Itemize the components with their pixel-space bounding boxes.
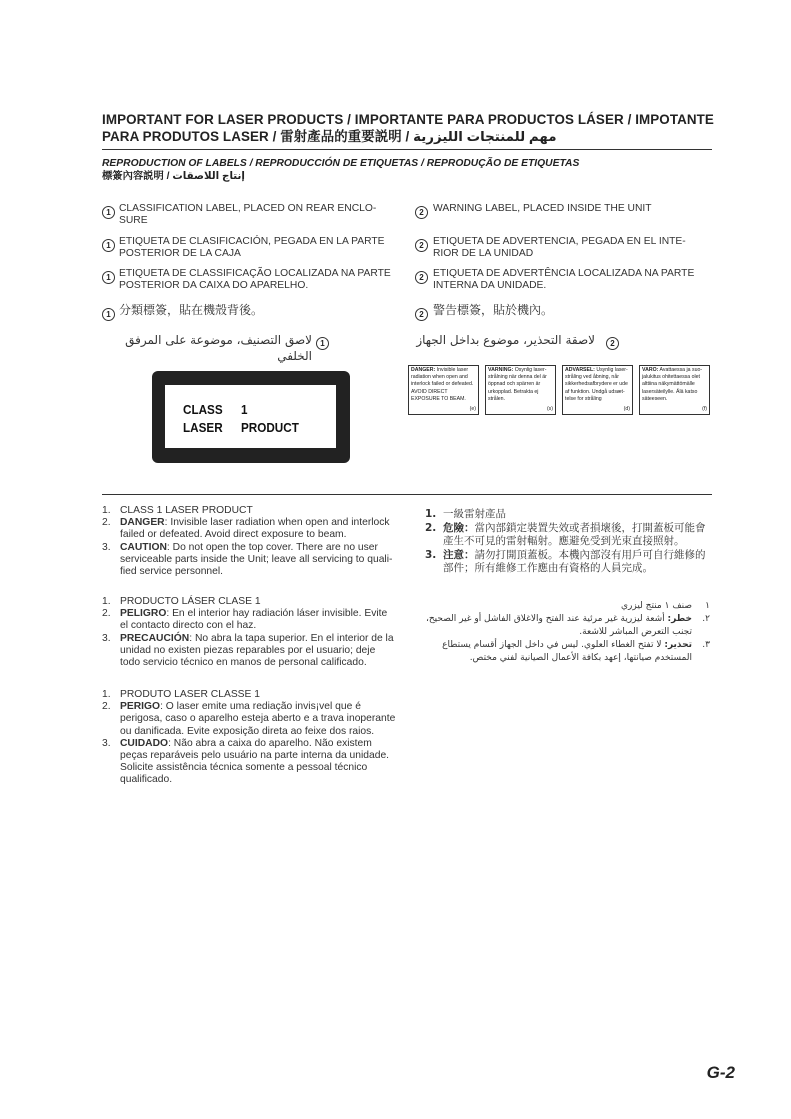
- class-number: 1: [241, 402, 248, 417]
- portuguese-list: [102, 689, 397, 787]
- warning-text: Invisible laser radiation when open and interlock failed or defeated. AVOID DIRECT EXPOSURE TO BEAM.: [411, 367, 474, 402]
- warning-code: (e): [469, 405, 476, 412]
- circle-number-icon: 2: [415, 308, 428, 321]
- list-number: ١: [705, 601, 710, 611]
- list-item: [425, 508, 713, 522]
- list-item: [102, 689, 397, 701]
- list-bold: PELIGRO: [120, 608, 167, 620]
- circle-number-icon: 2: [415, 271, 428, 284]
- right-label-en: WARNING LABEL, PLACED INSIDE THE UNIT: [433, 203, 652, 214]
- title-divider: [102, 149, 712, 150]
- page-number: G-2: [706, 1063, 735, 1082]
- right-label-es: ETIQUETA DE ADVERTENCIA, PEGADA EN EL INTE- RIOR DE LA UNIDAD: [433, 236, 686, 259]
- list-bold: 危險：: [443, 521, 475, 534]
- marker-2-en: [415, 202, 428, 220]
- arabic-list: [420, 600, 710, 665]
- list-text: أشعة ليزرية غير مرئية عند الفتح والاغلاق الفاشل أو غير الصحيح، تجنب التعرض المباشر للاشعة.: [425, 614, 692, 637]
- list-bold: PERIGO: [120, 701, 161, 713]
- marker-2-es: [415, 235, 428, 253]
- list-text: PRODUTO LASER CLASSE 1: [120, 689, 261, 700]
- marker-1-en: [102, 202, 115, 220]
- right-label-zh: 警告標簽，貼於機內。: [433, 303, 554, 317]
- title-line-2: PARA PRODUTOS LASER / 雷射產品的重要説明 / مهم للمنتجات الليزرية: [102, 129, 557, 144]
- list-text: 當內部鎖定裝置失效或者損壞後，打開蓋板可能會產生不可見的雷射輻射。應避免受到光束直接照射。: [443, 521, 706, 547]
- warning-head: ADVARSEL:: [565, 367, 595, 373]
- class-word: CLASS: [183, 402, 223, 417]
- list-number: 2.: [102, 517, 111, 529]
- list-bold: CAUTION: [120, 541, 167, 553]
- warning-label-fi: [639, 365, 710, 415]
- list-text: PRODUCTO LÁSER CLASE 1: [120, 596, 261, 607]
- laser-word: LASER: [183, 420, 223, 435]
- left-label-en: CLASSIFICATION LABEL, PLACED ON REAR ENCLO- SURE: [119, 203, 377, 226]
- list-bold: تحذير:: [664, 640, 692, 650]
- section-divider: [102, 494, 712, 495]
- circle-number-icon: 1: [102, 239, 115, 252]
- warning-head: VARO:: [642, 367, 659, 373]
- list-number: 2.: [102, 608, 111, 620]
- list-item: [420, 613, 710, 639]
- list-item: [102, 542, 397, 579]
- list-text: : Invisible laser radiation when open and interlock failed or defeated. Avoid direct exposure to beam.: [120, 517, 390, 541]
- list-item: [420, 600, 710, 613]
- warning-text: Usynlig laser-stråling ved åbning, når sikkerhedsafbrydere er ude af funktion. Undgå udsæt-telse for stråling: [565, 367, 628, 402]
- list-text: CLASS 1 LASER PRODUCT: [120, 505, 253, 516]
- list-number: 1.: [102, 689, 111, 700]
- marker-2-pt: [415, 267, 428, 285]
- list-text: : O laser emite uma rediação invis¡vel que é perigosa, caso o aparelho esteja aberto e a trava inoperante ou danificada. Evite exposição direta ao feixe dos raios.: [120, 701, 396, 737]
- list-text: لا تفتح الغطاء العلوي. ليس في داخل الجهاز أقسام يستطاع المستخدم صيانتها، إعهد بكافة الأعمال الصيانية لفني مختص.: [442, 640, 692, 663]
- section-subtitle: [102, 157, 722, 183]
- marker-2-ar: [606, 333, 619, 351]
- circle-number-icon: 2: [415, 206, 428, 219]
- marker-2-zh: [415, 304, 428, 322]
- english-list: [102, 505, 397, 578]
- circle-number-icon: 1: [102, 271, 115, 284]
- list-number: 3.: [102, 632, 111, 644]
- warning-code: (f): [702, 405, 707, 412]
- list-number: 2.: [102, 701, 111, 713]
- right-label-pt: ETIQUETA DE ADVERTÊNCIA LOCALIZADA NA PARTE INTERNA DA UNIDADE.: [433, 268, 695, 291]
- list-bold: خطر:: [667, 614, 692, 624]
- list-text: : Não abra a caixa do aparelho. Não existem peças reparáveis pelo usuário na parte interna da unidade. Solicite assistência técnica somente a pessoal técnico qualificado.: [120, 737, 390, 786]
- list-item: [425, 522, 713, 549]
- circle-number-icon: 1: [102, 308, 115, 321]
- list-number: ٣.: [702, 640, 710, 650]
- circle-number-icon: 2: [415, 239, 428, 252]
- list-item: [420, 639, 710, 665]
- left-label-es: ETIQUETA DE CLASIFICACIÓN, PEGADA EN LA PARTE POSTERIOR DE LA CAJA: [119, 236, 385, 259]
- list-text: : Do not open the top cover. There are no user serviceable parts inside the Unit; leave all servicing to quali-fied service personnel.: [120, 541, 393, 578]
- marker-1-pt: [102, 267, 115, 285]
- marker-1-zh: [102, 304, 115, 322]
- left-label-zh: 分類標簽，貼在機殼背後。: [119, 303, 264, 317]
- list-text: صنف ١ منتج ليزري: [621, 601, 692, 611]
- list-number: 3.: [102, 541, 111, 553]
- subtitle-line-1: REPRODUCTION OF LABELS / REPRODUCCIÓN DE ETIQUETAS / REPRODUÇÃO DE ETIQUETAS: [102, 158, 580, 169]
- circle-number-icon: 2: [606, 337, 619, 350]
- marker-1-ar: [316, 333, 329, 351]
- list-item: [425, 549, 713, 576]
- list-number: 3.: [425, 548, 437, 561]
- subtitle-line-2: 標簽內容説明 / إنتاج اللاصقات: [102, 171, 245, 182]
- left-label-ar: لاصق التصنيف، موضوعة على المرفق الخلفي: [125, 333, 312, 363]
- title-line-1: IMPORTANT FOR LASER PRODUCTS / IMPORTANTE PARA PRODUCTOS LÁSER / IMPOTANTE: [102, 112, 714, 127]
- circle-number-icon: 1: [316, 337, 329, 350]
- left-label-pt: ETIQUETA DE CLASSIFICAÇÃO LOCALIZADA NA PARTE POSTERIOR DA CAIXA DO APARELHO.: [119, 268, 391, 291]
- warning-label-se: [485, 365, 556, 415]
- list-bold: CUIDADO: [120, 737, 169, 749]
- list-item: [102, 608, 397, 632]
- list-text: : En el interior hay radiación láser invisible. Evite el contacto directo con el haz.: [120, 608, 388, 632]
- list-item: [102, 701, 397, 738]
- warning-head: DANGER:: [411, 367, 436, 373]
- list-number: 1.: [102, 505, 111, 516]
- warning-code: (d): [623, 405, 630, 412]
- warning-head: VARNING:: [488, 367, 514, 373]
- marker-1-es: [102, 235, 115, 253]
- warning-text: Avattaessa ja suo-jalukitus ohitettaessa olet alttiina näkymättömälle lasersäteilylle. Älä katso säteeseen.: [642, 367, 703, 402]
- list-item: [102, 517, 397, 541]
- circle-number-icon: 1: [102, 206, 115, 219]
- list-text: 請勿打開頂蓋板。本機內部沒有用戶可自行維修的部件；所有維修工作應由有資格的人員完成。: [443, 548, 706, 574]
- page-title: [102, 111, 722, 145]
- list-bold: 注意：: [443, 548, 475, 561]
- spanish-list: [102, 596, 397, 669]
- list-text: 一級雷射產品: [443, 508, 506, 520]
- warning-label-en: [408, 365, 479, 415]
- list-number: 2.: [425, 521, 437, 534]
- product-word: PRODUCT: [241, 420, 299, 435]
- list-item: [102, 505, 397, 517]
- list-number: 3.: [102, 737, 111, 749]
- list-bold: DANGER: [120, 517, 165, 529]
- class-label-panel: [165, 385, 336, 448]
- list-number: ٢.: [702, 614, 710, 624]
- list-item: [102, 596, 397, 608]
- chinese-list: [425, 508, 713, 576]
- list-number: 1.: [102, 596, 111, 607]
- warning-code: (s): [546, 405, 553, 412]
- list-bold: PRECAUCIÓN: [120, 632, 190, 644]
- list-item: [102, 633, 397, 670]
- right-label-ar: لاصقة التحذير، موضوع بداخل الجهاز: [416, 333, 595, 347]
- list-text: : No abra la tapa superior. En el interior de la unidad no existen piezas reparables por el usuario; deje todo servicio técnico en manos de personal calificado.: [120, 632, 394, 669]
- warning-text: Osynlig laser-strålning när denna del är öppnad och spärren är urkopplad. Betrakta ej strålen.: [488, 367, 547, 402]
- list-item: [102, 738, 397, 787]
- list-number: 1.: [425, 508, 437, 520]
- warning-label-dk: [562, 365, 633, 415]
